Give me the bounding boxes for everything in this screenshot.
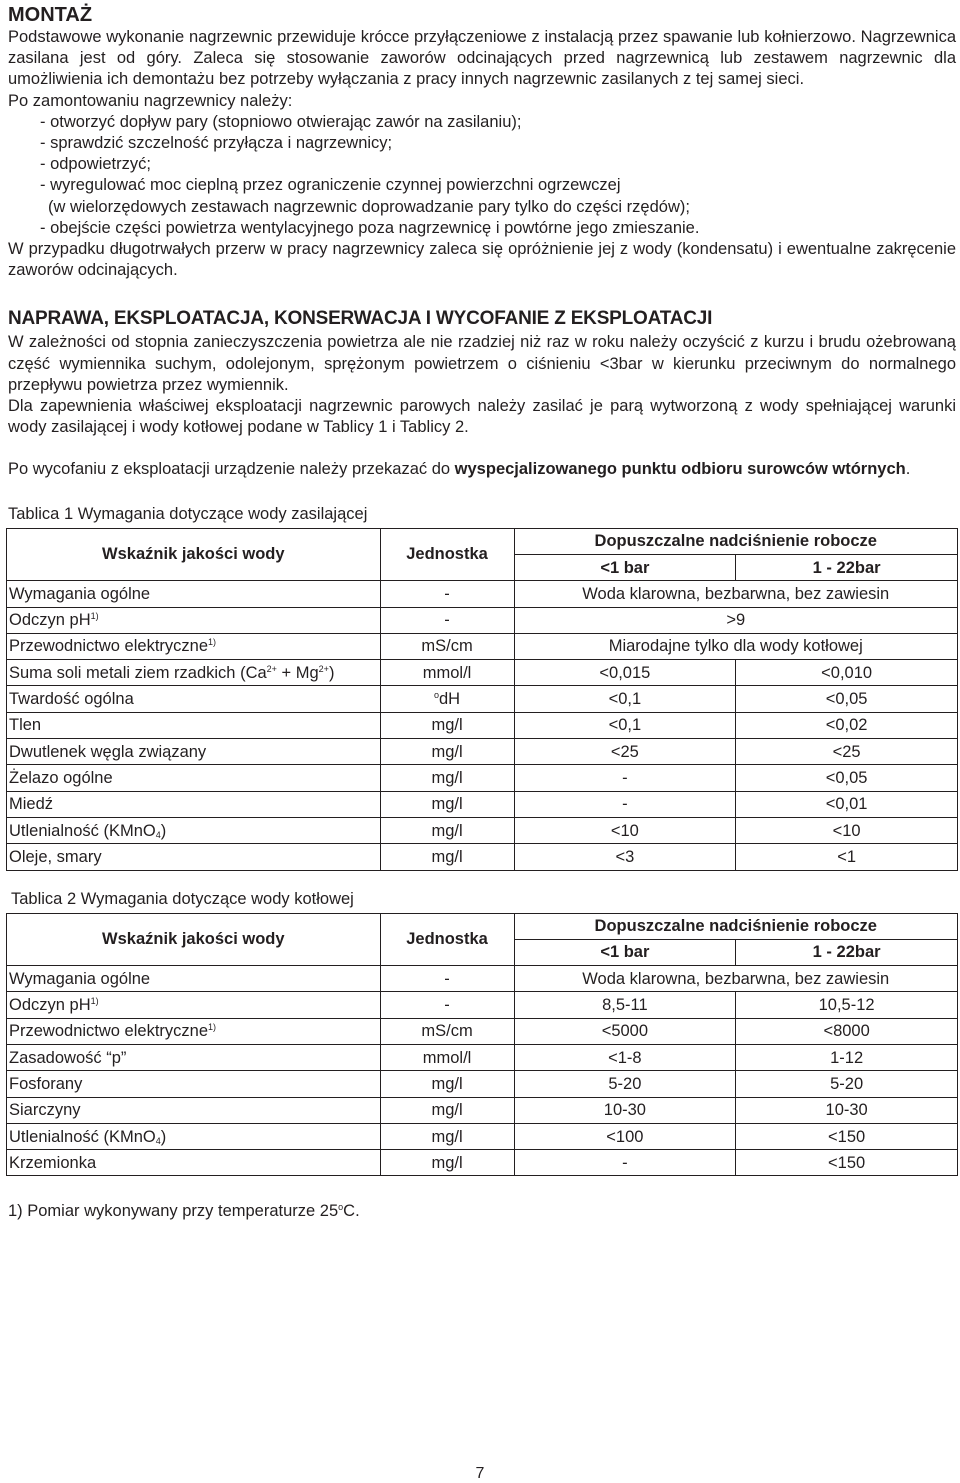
montaz-steps-list: [8, 112, 956, 239]
naprawa-paragraph-3: Po wycofaniu z eksploatacji urządzenie należy przekazać do wyspecjalizowanego punktu odbioru surowców wtórnych.: [8, 460, 911, 479]
table-row: Oleje, smary mg/l <3 <1: [7, 844, 958, 870]
table-row: Suma soli metali ziem rzadkich $(Ca^{2+} + Mg^{2+})$ mmol/l <0,015 <0,010: [7, 660, 958, 686]
table-header-row: [7, 528, 958, 554]
table-row: Krzemionka mg/l - <150: [7, 1150, 958, 1176]
table-row: Twardość ogólna $^o$dH <0,1 <0,05: [7, 686, 958, 712]
table-row: Siarczyny mg/l 10-30 10-30: [7, 1097, 958, 1123]
header-indicator: Wskaźnik jakości wody: [7, 913, 381, 966]
list-item: - otworzyć dopływ pary (stopniowo otwierając zawór na zasilaniu);: [40, 112, 522, 131]
list-item: - wyregulować moc cieplną przez ograniczenie czynnej powierzchni ogrzewczej: [40, 176, 621, 195]
table-row: Wymagania ogólne - Woda klarowna, bezbarwna, bez zawiesin: [7, 966, 958, 992]
section-heading-naprawa: NAPRAWA, EKSPLOATACJA, KONSERWACJA I WYCOFANIE Z EKSPLOATACJI: [8, 308, 713, 330]
list-item: - sprawdzić szczelność przyłącza i nagrzewnicy;: [40, 134, 393, 153]
naprawa-paragraph-2: Dla zapewnienia właściwej eksploatacji nagrzewnic parowych należy zasilać je parą wytworzoną z wody spełniającej warunki wody zasilającej i wody kotłowej podane w Tablicy 1 i Tablicy 2.: [8, 397, 956, 437]
header-low-pressure: <1 bar: [514, 554, 736, 580]
header-allowed-pressure: Dopuszczalne nadciśnienie robocze: [514, 913, 958, 939]
table-row: Tlen mg/l <0,1 <0,02: [7, 712, 958, 738]
page-number: 7: [475, 1465, 485, 1482]
montaz-paragraph-2: Po zamontowaniu nagrzewnicy należy:: [8, 91, 293, 110]
table-row: Miedź mg/l - <0,01: [7, 791, 958, 817]
table-row: Przewodnictwo elektryczne$^{1)}$ mS/cm <5000 <8000: [7, 1018, 958, 1044]
table2-caption: Tablica 2 Wymagania dotyczące wody kotłowej: [11, 889, 354, 908]
list-item: (w wielorzędowych zestawach nagrzewnic doprowadzanie pary tylko do części rzędów);: [48, 197, 690, 216]
table-boiler-water: [6, 913, 958, 1177]
header-unit: Jednostka: [380, 528, 514, 581]
header-high-pressure: 1 - 22bar: [736, 554, 958, 580]
table-row: Utlenialność (KMnO$_4$) mg/l <100 <150: [7, 1123, 958, 1149]
table-row: Żelazo ogólne mg/l - <0,05: [7, 765, 958, 791]
table-row: Fosforany mg/l 5-20 5-20: [7, 1071, 958, 1097]
document-page: [8, 4, 956, 1221]
table1-caption: Tablica 1 Wymagania dotyczące wody zasilającej: [8, 504, 368, 523]
table-row: Dwutlenek węgla związany mg/l <25 <25: [7, 739, 958, 765]
list-item: - odpowietrzyć;: [40, 155, 151, 174]
naprawa-paragraph-1: W zależności od stopnia zanieczyszczenia powietrza ale nie rzadziej niż raz w roku należy oczyścić z kurzu i brudu ożebrowaną część wymiennika suchym, odolejonym, sprężonym powietrzem o ciśnieniu <3bar w kierunku przeciwnym do normalnego przepływu powietrza przez wymiennik.: [8, 333, 956, 394]
header-allowed-pressure: Dopuszczalne nadciśnienie robocze: [514, 528, 958, 554]
section-heading-montaz: MONTAŻ: [8, 4, 93, 26]
montaz-paragraph-1: Podstawowe wykonanie nagrzewnic przewiduje krócce przyłączeniowe z instalacją przez spawanie lub kołnierzowo. Nagrzewnica zasilana jest od góry. Zaleca się stosowanie zaworów odcinających przed nagrzewnicą lub zestawem nagrzewnic dla umożliwienia ich demontażu bez potrzeby wyłączania z pracy innych nagrzewnic zasilanych z tej samej sieci.: [8, 28, 956, 89]
table-row: Przewodnictwo elektryczne$^{1)}$ mS/cm Miarodajne tylko dla wody kotłowej: [7, 633, 958, 659]
table-row: Utlenialność (KMnO$_4$) mg/l <10 <10: [7, 817, 958, 843]
table-row: Wymagania ogólne - Woda klarowna, bezbarwna, bez zawiesin: [7, 581, 958, 607]
table-row: Zasadowość “p” mmol/l <1-8 1-12: [7, 1045, 958, 1071]
table-feed-water: [6, 528, 958, 871]
recycling-point-text: wyspecjalizowanego punktu odbioru surowców wtórnych: [454, 460, 906, 479]
montaz-paragraph-3: W przypadku długotrwałych przerw w pracy nagrzewnicy zaleca się opróżnienie jej z wody (kondensatu) i ewentualne zakręcenie zaworów odcinających.: [8, 240, 956, 280]
list-item: - obejście części powietrza wentylacyjnego poza nagrzewnicę i powtórne jego zmieszanie.: [40, 218, 700, 237]
table-header-row: [7, 913, 958, 939]
header-unit: Jednostka: [380, 913, 514, 966]
footnote: 1) Pomiar wykonywany przy temperaturze 25$^o$C.: [8, 1202, 360, 1221]
table-row: Odczyn $pH^{1)}$ - >9: [7, 607, 958, 633]
table-row: Odczyn $pH^{1)}$ - 8,5-11 10,5-12: [7, 992, 958, 1018]
header-low-pressure: <1 bar: [514, 939, 736, 965]
header-indicator: Wskaźnik jakości wody: [7, 528, 381, 581]
header-high-pressure: 1 - 22bar: [736, 939, 958, 965]
